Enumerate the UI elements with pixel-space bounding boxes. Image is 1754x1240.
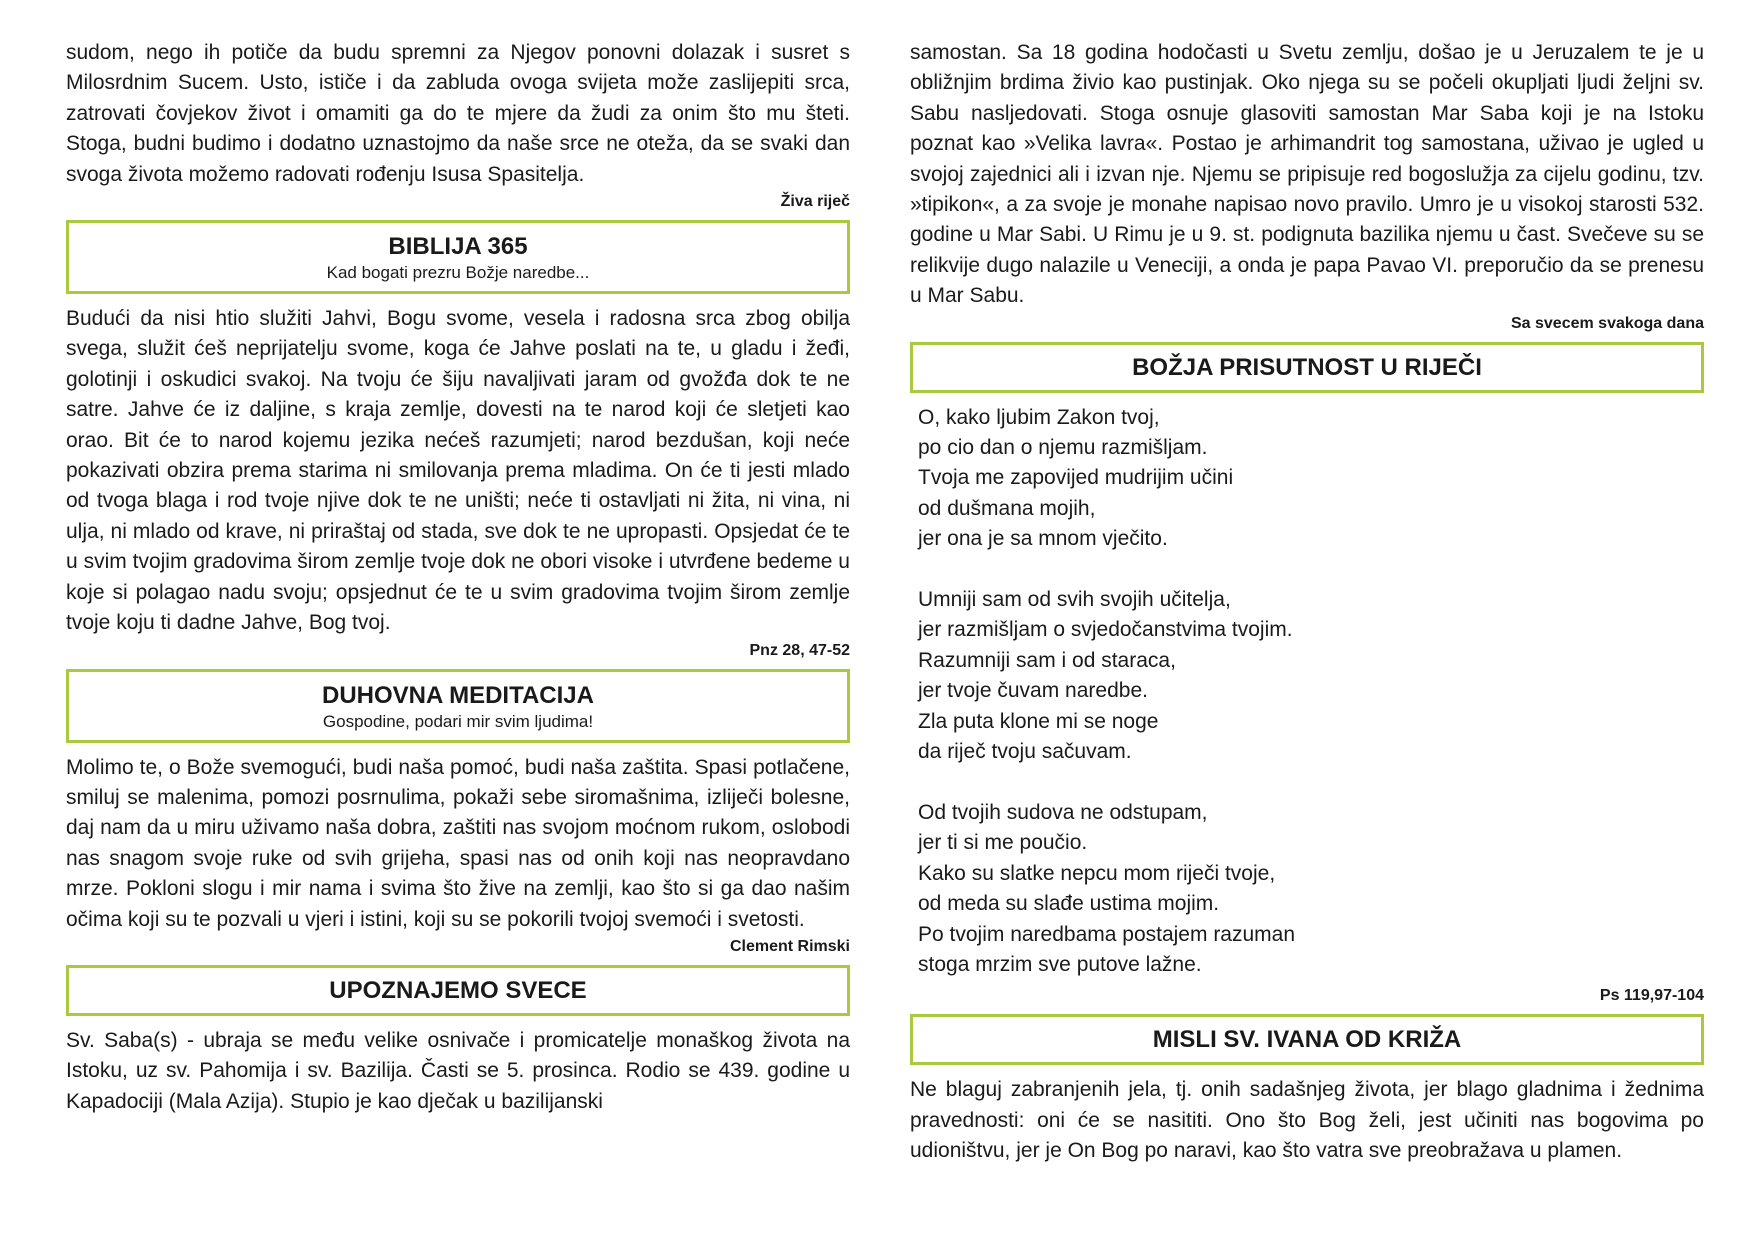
left-column — [66, 38, 850, 1117]
biblija-header-box — [66, 220, 850, 294]
psalm-stanza-3 — [918, 798, 1704, 980]
right-column — [910, 38, 1704, 1167]
biblija-source: Pnz 28, 47-52 — [749, 641, 850, 659]
poem-line: Od tvojih sudova ne odstupam, — [918, 800, 1208, 824]
poem-line: stoga mrzim sve putove lažne. — [918, 952, 1202, 976]
poem-line: od dušmana mojih, — [918, 496, 1096, 520]
meditacija-text: Molimo te, o Bože svemogući, budi naša pomoć, budi naša zaštita. Spasi potlačene, smiluj se malenima, pomozi posrnulima, pokaži sebe siromašnima, izliječi bolesne, daj nam da u miru uživamo naša dobra, zaštiti nas svojom moćnom rukom, oslobodi nas snagom svoje ruke od svih grijeha, spasi nas od onih koji nas neopravdano mrze. Pokloni slogu i mir nama i svima što žive na zemlji, kao što si ga dao našim očima koji su te pozvali u vjeri i istini, koji su se pokorili tvojoj svemoći i svetosti. — [66, 755, 850, 931]
poem-line: jer ti si me poučio. — [918, 831, 1088, 855]
poem-line: od meda su slađe ustima mojim. — [918, 892, 1220, 916]
misli-header-box — [910, 1014, 1704, 1065]
meditacija-source: Clement Rimski — [729, 937, 850, 955]
psalm-poem — [910, 403, 1704, 981]
poem-line: Zla puta klone mi se noge — [918, 709, 1159, 733]
poem-line: jer tvoje čuvam naredbe. — [918, 679, 1148, 703]
prisutnost-header-box — [910, 342, 1704, 393]
prisutnost-title: BOŽJA PRISUTNOST U RIJEČI — [1132, 353, 1482, 381]
misli-title: MISLI SV. IVANA OD KRIŽA — [1152, 1026, 1462, 1054]
poem-line: Kako su slatke nepcu mom riječi tvoje, — [918, 861, 1276, 885]
psalm-stanza-1 — [918, 403, 1704, 555]
svece-header-box — [66, 965, 850, 1016]
biblija-text: Budući da nisi htio služiti Jahvi, Bogu svome, vesela i radosna srca zbog obilja svega, služit ćeš neprijatelju svome, koga će Jahve poslati na te, u gladu i žeđi, golotinji i oskudici svakoj. Na tvoju će šiju navaljivati jaram od gvožđa dok te ne satre. Jahve će iz daljine, s kraja zemlje, dovesti na te narod koji će sletjeti kao orao. Bit će to narod kojemu jezika nećeš razumjeti; narod bezdušan, koji neće pokazivati obzira prema starima ni smilovanja prema mladima. On će ti jesti mlado od tvoga blaga i rod tvoje njive dok te ne uništi; neće ti ostavljati ni žita, ni vina, ni ulja, ni mlado od krave, ni priraštaj od stada, sve dok te ne upropasti. Opsjedat će te u svim tvojim gradovima širom zemlje tvoje dok ne obori visoke i utvrđene bedeme u koje si polagao nadu svoju; opsjednut će te u svim gradovima tvojim širom zemlje tvoje koju ti dadne Jahve, Bog tvoj. — [66, 307, 850, 635]
intro-source: Živa riječ — [780, 193, 850, 211]
svece-text: Sv. Saba(s) - ubraja se među velike osnivače i promicatelje monaškog života na Istoku, uz sv. Pahomija i sv. Bazilija. Časti se 5. prosinca. Rodio se 439. godine u Kapadociji (Mala Azija). Stupio je kao dječak u bazilijanski — [66, 1028, 850, 1113]
svece-continued-text: samostan. Sa 18 godina hodočasti u Svetu zemlju, došao je u Jeruzalem te je u obližnjim brdima živio kao pustinjak. Oko njega su se počeli okupljati ljudi željni sv. Sabu nasljedovati. Stoga osnuje glasoviti samostan Mar Saba koji je na Istoku poznat kao »Velika lavra«. Postao je arhimandrit tog samostana, uživao je ugled u svojoj zajednici ali i izvan nje. Njemu se pripisuje red bogoslužja za cijelu godinu, tzv. »tipikon«, a za svoje je monahe napisao novo pravilo. Umro je u visokoj starosti 532. godine u Mar Sabi. U Rimu je u 9. st. podignuta bazilika njemu u čast. Svečeve su se relikvije dugo nalazile u Veneciji, a onda je papa Pavao VI. preporučio da se prenesu u Mar Sabu. — [910, 41, 1704, 308]
meditacija-subtitle: Gospodine, podari mir svim ljudima! — [322, 711, 594, 731]
poem-line: O, kako ljubim Zakon tvoj, — [918, 405, 1160, 429]
intro-text: sudom, nego ih potiče da budu spremni za Njegov ponovni dolazak i susret s Milosrdnim Sucem. Usto, ističe i da zabluda ovoga svijeta može zaslijepiti srca, zatrovati čovjekov život i omamiti ga do te mjere da žudi za onim što mu šteti. Stoga, budni budimo i dodatno uznastojmo da naše srce ne oteža, da se svaki dan svoga života možemo radovati rođenju Isusa Spasitelja. — [66, 41, 850, 186]
psalm-stanza-2 — [918, 585, 1704, 767]
misli-text: Ne blaguj zabranjenih jela, tj. onih sadašnjeg života, jer blago gladnima i žednima pravednosti: oni će se nasititi. Ono što Bog želi, jest učiniti nas bogovima po udioništvu, jer je On Bog po naravi, kao što vatra sve preobražava u plamen. — [910, 1078, 1704, 1163]
poem-line: Tvoja me zapovijed mudrijim učini — [918, 466, 1234, 490]
biblija-title: BIBLIJA 365 — [388, 233, 528, 261]
poem-line: da riječ tvoju sačuvam. — [918, 740, 1132, 764]
poem-line: Umniji sam od svih svojih učitelja, — [918, 588, 1231, 612]
meditacija-title: DUHOVNA MEDITACIJA — [321, 681, 594, 709]
biblija-subtitle: Kad bogati prezru Božje naredbe... — [326, 263, 590, 283]
poem-line: Po tvojim naredbama postajem razuman — [918, 922, 1296, 946]
poem-line: jer ona je sa mnom vječito. — [918, 527, 1168, 551]
svece-title: UPOZNAJEMO SVECE — [329, 976, 587, 1004]
poem-line: jer razmišljam o svjedočanstvima tvojim. — [918, 618, 1293, 642]
meditacija-header-box — [66, 669, 850, 743]
svece-source: Sa svecem svakoga dana — [1510, 314, 1704, 332]
poem-line: po cio dan o njemu razmišljam. — [918, 436, 1208, 460]
poem-line: Razumniji sam i od staraca, — [918, 648, 1176, 672]
psalm-source: Ps 119,97-104 — [1599, 987, 1704, 1005]
